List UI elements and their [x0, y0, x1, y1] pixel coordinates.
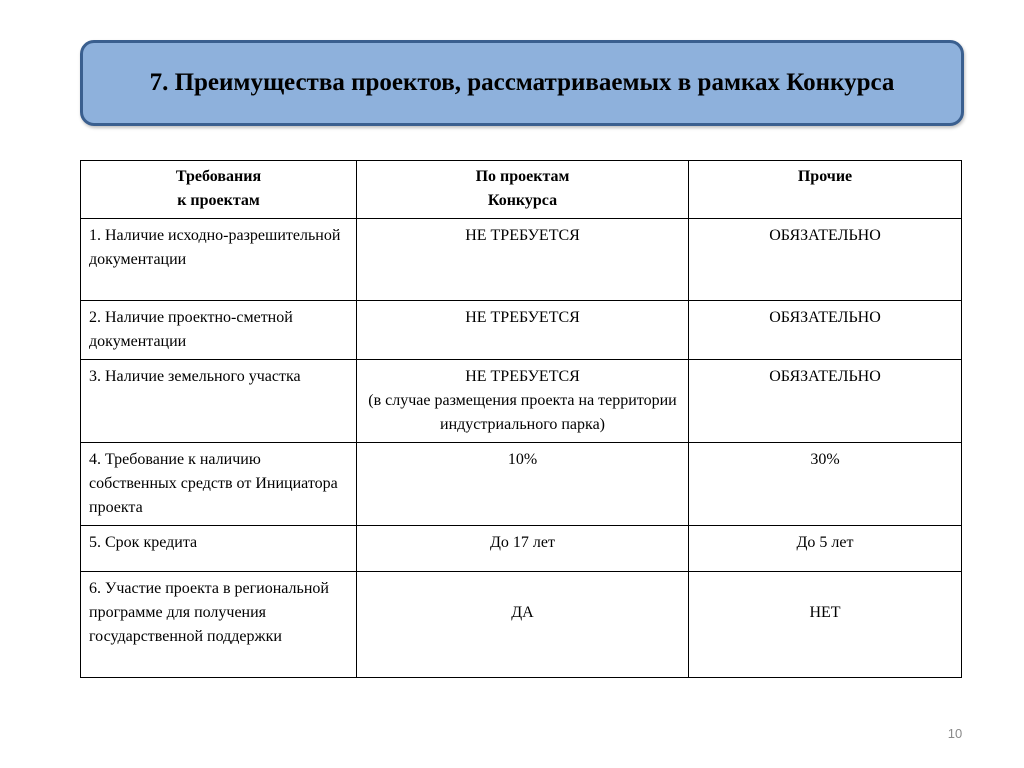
- table-row: [81, 526, 962, 572]
- contest-value-cell: До 17 лет: [357, 526, 689, 572]
- contest-value: НЕ ТРЕБУЕТСЯ: [465, 368, 580, 385]
- page-number: 10: [947, 726, 963, 741]
- other-value-cell: 30%: [689, 443, 962, 526]
- table-row: [81, 572, 962, 678]
- table-row: [81, 219, 962, 301]
- requirement-cell: 2. Наличие проектно-сметной документации: [81, 301, 357, 360]
- contest-value-cell: НЕ ТРЕБУЕТСЯ: [357, 301, 689, 360]
- contest-value-note: (в случае размещения проекта на территории индустриального парка): [368, 392, 677, 433]
- header-contest-projects: [357, 161, 689, 219]
- requirement-cell: 6. Участие проекта в региональной программе для получения государственной поддержки: [81, 572, 357, 678]
- table-header-row: [81, 161, 962, 219]
- other-value-cell: До 5 лет: [689, 526, 962, 572]
- slide-title-banner: [80, 40, 964, 126]
- contest-value-cell: 10%: [357, 443, 689, 526]
- other-value-cell: ОБЯЗАТЕЛЬНО: [689, 360, 962, 443]
- header-requirements: [81, 161, 357, 219]
- table-row: [81, 360, 962, 443]
- header-requirements-line1: Требования: [175, 168, 262, 185]
- table-row: [81, 301, 962, 360]
- header-requirements-line2: к проектам: [177, 192, 260, 209]
- header-contest-line1: По проектам: [475, 168, 570, 185]
- requirements-table: [80, 160, 962, 678]
- contest-value-cell: ДА: [357, 572, 689, 678]
- header-other-line1: Прочие: [797, 168, 853, 185]
- contest-value-cell: НЕ ТРЕБУЕТСЯ: [357, 219, 689, 301]
- requirement-cell: 3. Наличие земельного участка: [81, 360, 357, 443]
- contest-value-cell: [357, 360, 689, 443]
- requirement-cell: 1. Наличие исходно-разрешительной документации: [81, 219, 357, 301]
- slide-title: 7. Преимущества проектов, рассматриваемых в рамках Конкурса: [149, 69, 895, 96]
- requirement-cell: 4. Требование к наличию собственных средств от Инициатора проекта: [81, 443, 357, 526]
- requirement-cell: 5. Срок кредита: [81, 526, 357, 572]
- other-value-cell: НЕТ: [689, 572, 962, 678]
- other-value-cell: ОБЯЗАТЕЛЬНО: [689, 219, 962, 301]
- header-contest-line2: Конкурса: [487, 192, 558, 209]
- table-row: [81, 443, 962, 526]
- other-value-cell: ОБЯЗАТЕЛЬНО: [689, 301, 962, 360]
- header-other: [689, 161, 962, 219]
